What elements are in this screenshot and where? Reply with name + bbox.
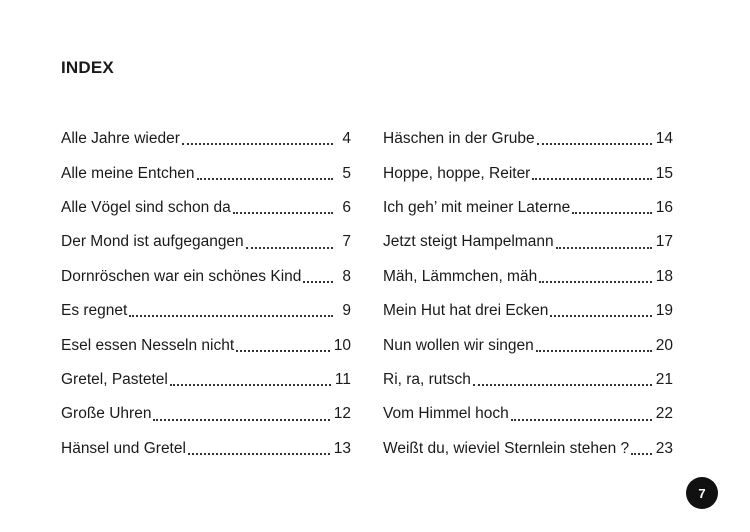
index-entry xyxy=(383,328,673,362)
dot-leader xyxy=(572,211,652,214)
index-entry xyxy=(383,294,673,328)
index-entry xyxy=(61,432,351,466)
entry-title: Ri, ra, rutsch xyxy=(383,370,471,388)
index-entry xyxy=(383,397,673,431)
dot-leader xyxy=(129,314,333,317)
entry-title: Gretel, Pastetel xyxy=(61,370,168,388)
entry-page: 20 xyxy=(655,336,673,354)
entry-title: Weißt du, wieviel Sternlein stehen ? xyxy=(383,439,630,457)
entry-title: Ich geh’ mit meiner Laterne xyxy=(383,198,571,216)
entry-title: Nun wollen wir singen xyxy=(383,336,534,354)
entry-page: 21 xyxy=(655,370,673,388)
entry-page: 12 xyxy=(333,405,351,423)
entry-page: 8 xyxy=(342,267,351,285)
dot-leader xyxy=(537,142,652,145)
dot-leader xyxy=(550,314,651,317)
entry-title: Große Uhren xyxy=(61,405,152,423)
entry-page: 4 xyxy=(342,130,351,148)
dot-leader xyxy=(153,418,329,421)
dot-leader xyxy=(536,349,652,352)
index-entry xyxy=(61,191,351,225)
dot-leader xyxy=(236,349,330,352)
dot-leader xyxy=(233,211,333,214)
entry-page: 18 xyxy=(655,267,673,285)
entry-page: 13 xyxy=(333,439,351,457)
entry-title: Alle meine Entchen xyxy=(61,164,195,182)
index-title: INDEX xyxy=(61,58,114,77)
entry-page: 16 xyxy=(655,198,673,216)
entry-page: 7 xyxy=(342,233,351,251)
dot-leader xyxy=(246,246,333,249)
entry-title: Hoppe, hoppe, Reiter xyxy=(383,164,531,182)
index-entry xyxy=(61,260,351,294)
entry-page: 9 xyxy=(342,302,351,320)
entry-title: Vom Himmel hoch xyxy=(383,405,509,423)
dot-leader xyxy=(170,383,331,386)
entry-title: Der Mond ist aufgegangen xyxy=(61,233,244,251)
dot-leader xyxy=(631,452,652,455)
entry-title: Dornröschen war ein schönes Kind xyxy=(61,267,302,285)
index-entry xyxy=(383,191,673,225)
index-entry xyxy=(61,397,351,431)
entry-title: Es regnet xyxy=(61,302,128,320)
entry-page: 6 xyxy=(342,198,351,216)
entry-title: Alle Jahre wieder xyxy=(61,130,180,148)
entry-page: 11 xyxy=(334,370,351,388)
index-column-left xyxy=(61,122,351,466)
dot-leader xyxy=(539,280,652,283)
index-entry xyxy=(61,156,351,190)
entry-page: 10 xyxy=(333,336,351,354)
index-entry xyxy=(383,363,673,397)
dot-leader xyxy=(188,452,330,455)
index-entry xyxy=(61,328,351,362)
index-entry xyxy=(383,260,673,294)
entry-page: 17 xyxy=(655,233,673,251)
entry-page: 14 xyxy=(655,130,673,148)
entry-page: 19 xyxy=(655,302,673,320)
dot-leader xyxy=(303,280,333,283)
index-entry xyxy=(383,122,673,156)
dot-leader xyxy=(556,246,652,249)
index-entry xyxy=(61,225,351,259)
entry-title: Hänsel und Gretel xyxy=(61,439,186,457)
dot-leader xyxy=(182,142,333,145)
entry-title: Mäh, Lämmchen, mäh xyxy=(383,267,538,285)
entry-title: Jetzt steigt Hampelmann xyxy=(383,233,554,251)
entry-page: 23 xyxy=(655,439,673,457)
index-entry xyxy=(61,363,351,397)
index-column-right xyxy=(383,122,673,466)
dot-leader xyxy=(473,383,652,386)
index-entry xyxy=(61,294,351,328)
index-entry xyxy=(383,156,673,190)
entry-title: Alle Vögel sind schon da xyxy=(61,198,231,216)
index-entry xyxy=(383,432,673,466)
dot-leader xyxy=(197,177,333,180)
entry-page: 5 xyxy=(342,164,351,182)
entry-title: Esel essen Nesseln nicht xyxy=(61,336,235,354)
entry-page: 15 xyxy=(655,164,673,182)
index-entry xyxy=(61,122,351,156)
dot-leader xyxy=(511,418,652,421)
entry-title: Häschen in der Grube xyxy=(383,130,535,148)
page-number-badge: 7 xyxy=(686,477,718,509)
index-entry xyxy=(383,225,673,259)
entry-page: 22 xyxy=(655,405,673,423)
entry-title: Mein Hut hat drei Ecken xyxy=(383,302,549,320)
dot-leader xyxy=(532,177,651,180)
